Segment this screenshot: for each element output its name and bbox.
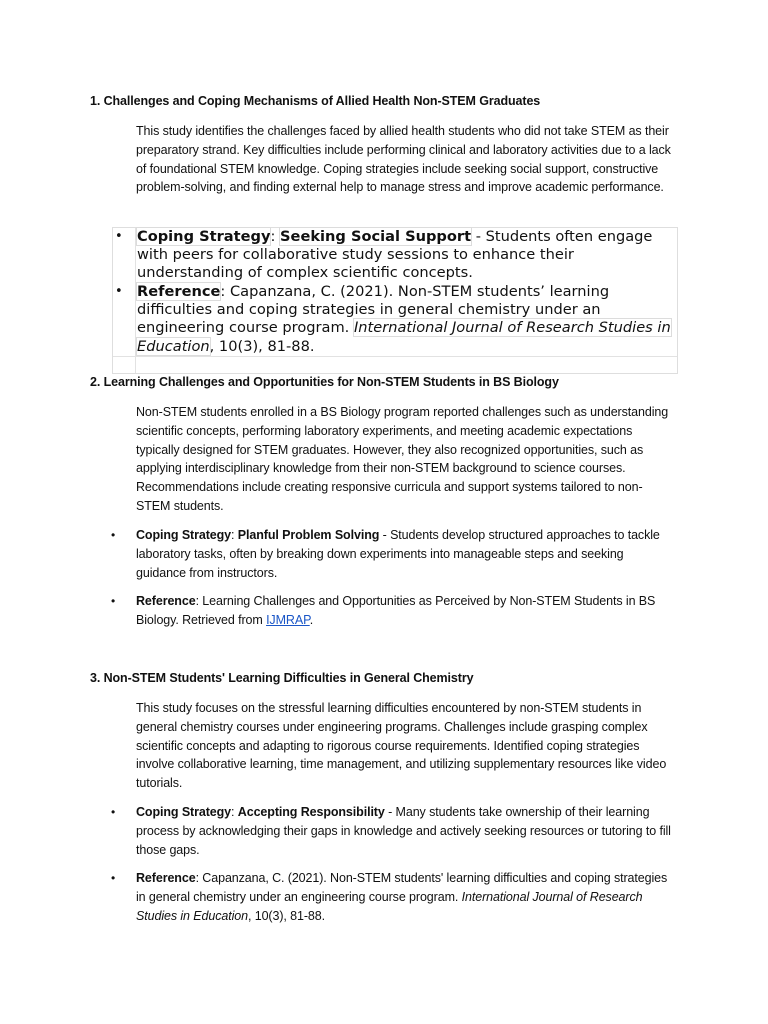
reference-journal: International Journal of Research Studies in Education <box>136 889 643 923</box>
reference-text: : Capanzana, C. (2021). Non-STEM students' learning difficulties and coping strategies in general chemistry under an engineering course program. <box>136 871 668 904</box>
bullet-icon: • <box>111 805 116 819</box>
section-2-heading: 2. Learning Challenges and Opportunities for Non-STEM Students in BS Biology <box>90 375 559 389</box>
coping-text: - Students develop structured approaches to tackle laboratory tasks, often by breaking down experiments into manageable steps and seeking guidance from instructors. <box>136 528 660 580</box>
bullet-icon: • <box>115 229 123 244</box>
coping-name: Seeking Social Support <box>280 228 472 245</box>
reference-tail: , 10(3), 81-88. <box>247 908 325 923</box>
section-1-reference-item <box>115 283 673 356</box>
section-1-coping-item <box>115 228 673 283</box>
reference-tail: , 10(3), 81-88. <box>209 337 315 355</box>
ijmrap-link[interactable]: IJMRAP <box>266 612 310 627</box>
bullet-icon: • <box>111 871 116 885</box>
separator: : <box>231 528 238 542</box>
section-2-summary: Non-STEM students enrolled in a BS Biology program reported challenges such as understanding scientific concepts, performing laboratory experiments, and meeting academic expectations typically designed for STEM graduates. However, they also recognized opportunities, such as applying interdisciplinary knowledge from their non-STEM background to science courses. Recommendations include creating responsive curricula and support systems tailored to non-STEM students. <box>136 405 669 513</box>
reference-tail: . <box>309 612 314 627</box>
coping-label: Coping Strategy <box>136 805 232 819</box>
separator: : <box>231 805 238 819</box>
reference-text: : Capanzana, C. (2021). Non-STEM students’ learning difficulties and coping strategies in general chemistry under an engineering course program. <box>137 283 610 337</box>
coping-text: - Students often engage with peers for collaborative study sessions to enhance their understanding of complex scientific concepts. <box>137 228 653 282</box>
section-1-heading: 1. Challenges and Coping Mechanisms of Allied Health Non-STEM Graduates <box>90 94 541 108</box>
section-3-reference-item <box>111 869 674 925</box>
bullet-icon: • <box>115 284 123 299</box>
bullet-icon: • <box>111 528 116 542</box>
section-3-heading: 3. Non-STEM Students' Learning Difficulties in General Chemistry <box>90 671 474 685</box>
reference-label: Reference <box>137 283 221 300</box>
coping-label: Coping Strategy <box>137 228 271 245</box>
coping-label: Coping Strategy <box>136 528 232 542</box>
coping-text: - Many students take ownership of their learning process by acknowledging their gaps in knowledge and actively seeking resources or tutoring to fill those gaps. <box>136 805 671 857</box>
reference-label: Reference <box>136 871 196 885</box>
section-3-summary: This study focuses on the stressful learning difficulties encountered by non-STEM students in general chemistry courses under engineering programs. Challenges include grasping complex scientific concepts and adapting to rigorous course requirements. Identified coping strategies involve collaborative learning, time management, and utilizing supplementary resources like video tutorials. <box>136 701 667 791</box>
separator: : <box>270 228 281 245</box>
section-2-reference-item <box>111 592 674 630</box>
section-2-coping-item <box>111 526 674 582</box>
reference-journal: International Journal of Research Studies in Education <box>137 319 671 355</box>
reference-text: : Learning Challenges and Opportunities as Perceived by Non-STEM Students in BS Biology. Retrieved from <box>136 594 656 627</box>
coping-name: Planful Problem Solving <box>237 528 380 542</box>
bullet-icon: • <box>111 594 116 608</box>
list-guide-line <box>135 228 136 373</box>
section-1-summary: This study identifies the challenges faced by allied health students who did not take STEM as their preparatory strand. Key difficulties include performing clinical and laboratory activities due to a lack of foundational STEM knowledge. Coping strategies include seeking social support, constructive problem-solving, and finding external help to manage stress and improve academic performance. <box>136 124 671 195</box>
reference-label: Reference <box>136 594 196 608</box>
list-guide-line <box>113 356 677 357</box>
coping-name: Accepting Responsibility <box>237 805 385 819</box>
section-1-bullet-list <box>112 227 678 374</box>
section-3-coping-item <box>111 803 674 859</box>
